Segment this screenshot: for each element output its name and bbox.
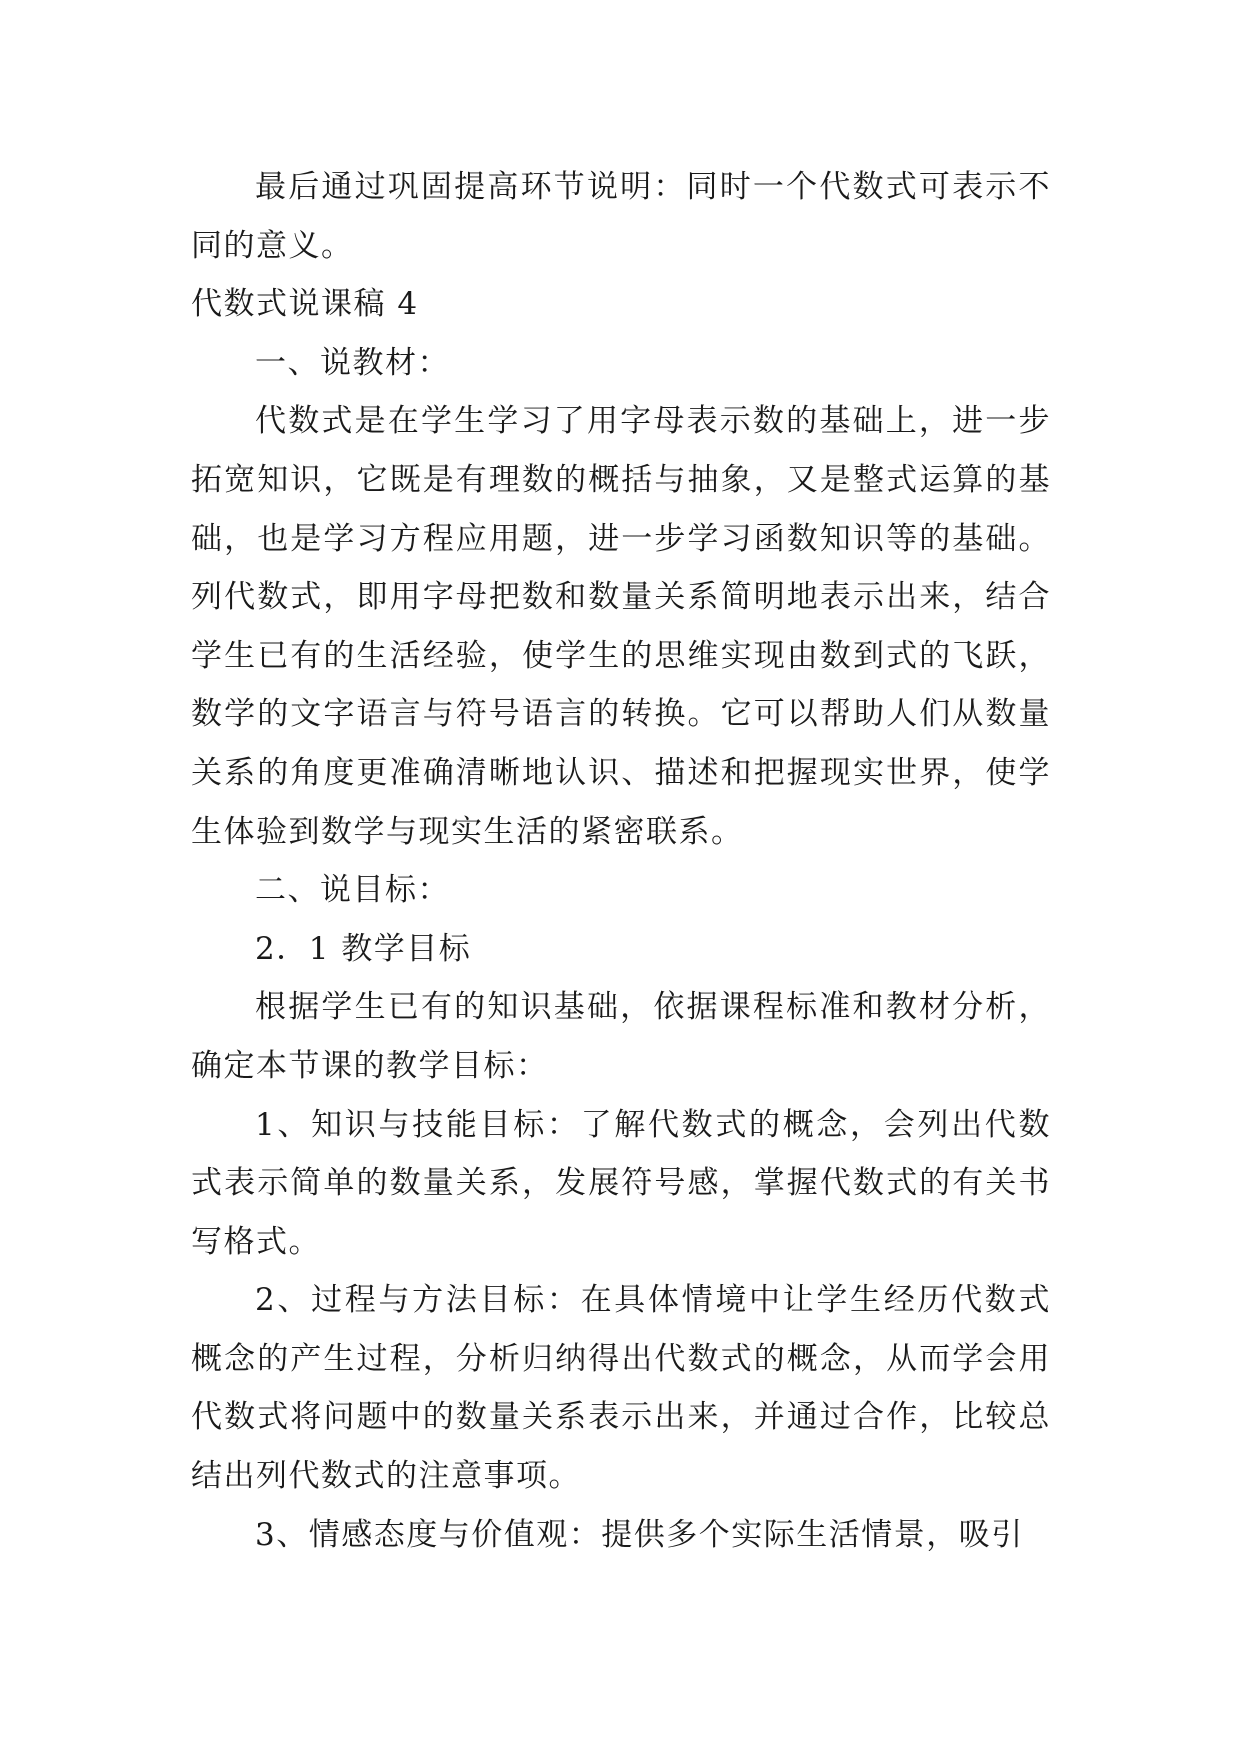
paragraph-goal-attitude: 3、情感态度与价值观：提供多个实际生活情景，吸引 <box>255 1516 1024 1553</box>
subheading-teaching-goals: 2．1 教学目标 <box>255 930 472 967</box>
paragraph-goal-knowledge: 1、知识与技能目标：了解代数式的概念，会列出代数式表示简单的数量关系，发展符号感，掌握代数式的有关书写格式。 <box>191 1106 1051 1260</box>
paragraph-goal-process: 2、过程与方法目标：在具体情境中让学生经历代数式概念的产生过程，分析归纳得出代数式的概念，从而学会用代数式将问题中的数量关系表示出来，并通过合作，比较总结出列代数式的注意事项。 <box>191 1282 1051 1495</box>
heading-goals: 二、说目标： <box>255 872 450 909</box>
paragraph-goals-intro: 根据学生已有的知识基础，依据课程标准和教材分析，确定本节课的教学目标： <box>191 989 1051 1084</box>
section-title: 代数式说课稿 4 <box>191 286 419 323</box>
heading-textbook: 一、说教材： <box>255 344 450 381</box>
paragraph-textbook: 代数式是在学生学习了用字母表示数的基础上，进一步拓宽知识，它既是有理数的概括与抽象，又是整式运算的基础，也是学习方程应用题，进一步学习函数知识等的基础。列代数式，即用字母把数和数量关系简明地表示出来，结合学生已有的生活经验，使学生的思维实现由数到式的飞跃，数学的文字语言与符号语言的转换。它可以帮助人们从数量关系的角度更准确清晰地认识、描述和把握现实世界，使学生体验到数学与现实生活的紧密联系。 <box>191 403 1051 850</box>
paragraph-conclusion: 最后通过巩固提高环节说明：同时一个代数式可表示不同的意义。 <box>191 169 1051 264</box>
document-body <box>191 158 1051 1564</box>
